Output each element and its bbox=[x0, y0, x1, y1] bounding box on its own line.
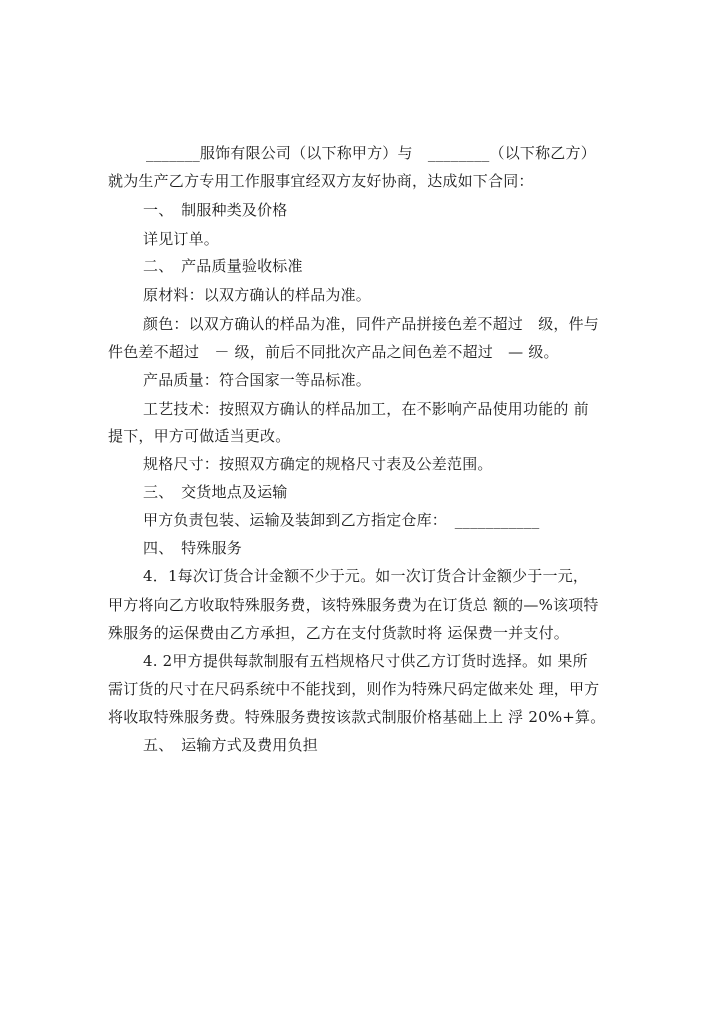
section-4-2-line-1: 4. 2甲方提供每款制服有五档规格尺寸供乙方订货时选择。如 果所 bbox=[143, 652, 588, 670]
section-2-size: 规格尺寸：按照双方确定的规格尺寸表及公差范围。 bbox=[143, 455, 493, 473]
section-2-color-line-1: 颜色：以双方确认的样品为准，同件产品拼接色差不超过 级，件与 bbox=[143, 315, 600, 333]
intro-line-1: _______服饰有限公司（以下称甲方）与 ________（以下称乙方） bbox=[146, 144, 596, 162]
section-3-heading: 三、 交货地点及运输 bbox=[143, 483, 288, 501]
section-2-quality: 产品质量：符合国家一等品标准。 bbox=[143, 371, 372, 389]
section-4-1-line-3: 殊服务的运保费由乙方承担，乙方在支付货款时将 运保费一并支付。 bbox=[108, 624, 569, 642]
section-4-1-line-1: 4．1每次订货合计金额不少于元。如一次订货合计金额少于一元， bbox=[143, 567, 589, 585]
section-2-craft-line-2: 提下，甲方可做适当更改。 bbox=[108, 427, 291, 445]
section-4-heading: 四、 特殊服务 bbox=[143, 539, 242, 557]
section-1-body: 详见订单。 bbox=[143, 230, 220, 248]
section-2-craft-line-1: 工艺技术：按照双方确认的样品加工，在不影响产品使用功能的 前 bbox=[143, 400, 589, 418]
intro-line-2: 就为生产乙方专用工作服事宜经双方友好协商，达成如下合同： bbox=[108, 172, 534, 190]
section-4-2-line-3: 将收取特殊服务费。特殊服务费按该款式制服价格基础上上 浮 20%+算。 bbox=[108, 708, 606, 726]
section-4-1-line-2: 甲方将向乙方收取特殊服务费，该特殊服务费为在订货总 额的—%该项特 bbox=[108, 596, 599, 614]
section-1-heading: 一、 制服种类及价格 bbox=[143, 201, 288, 219]
section-4-2-line-2: 需订货的尺寸在尺码系统中不能找到，则作为特殊尺码定做来处 理，甲方 bbox=[108, 680, 600, 698]
section-2-heading: 二、 产品质量验收标准 bbox=[143, 257, 303, 275]
section-2-material: 原材料：以双方确认的样品为准。 bbox=[143, 286, 372, 304]
section-3-body: 甲方负责包装、运输及装卸到乙方指定仓库： ___________ bbox=[143, 511, 540, 529]
section-2-color-line-2: 件色差不超过 － 级，前后不同批次产品之间色差不超过 — 级。 bbox=[108, 343, 559, 361]
section-5-heading: 五、 运输方式及费用负担 bbox=[143, 736, 318, 754]
